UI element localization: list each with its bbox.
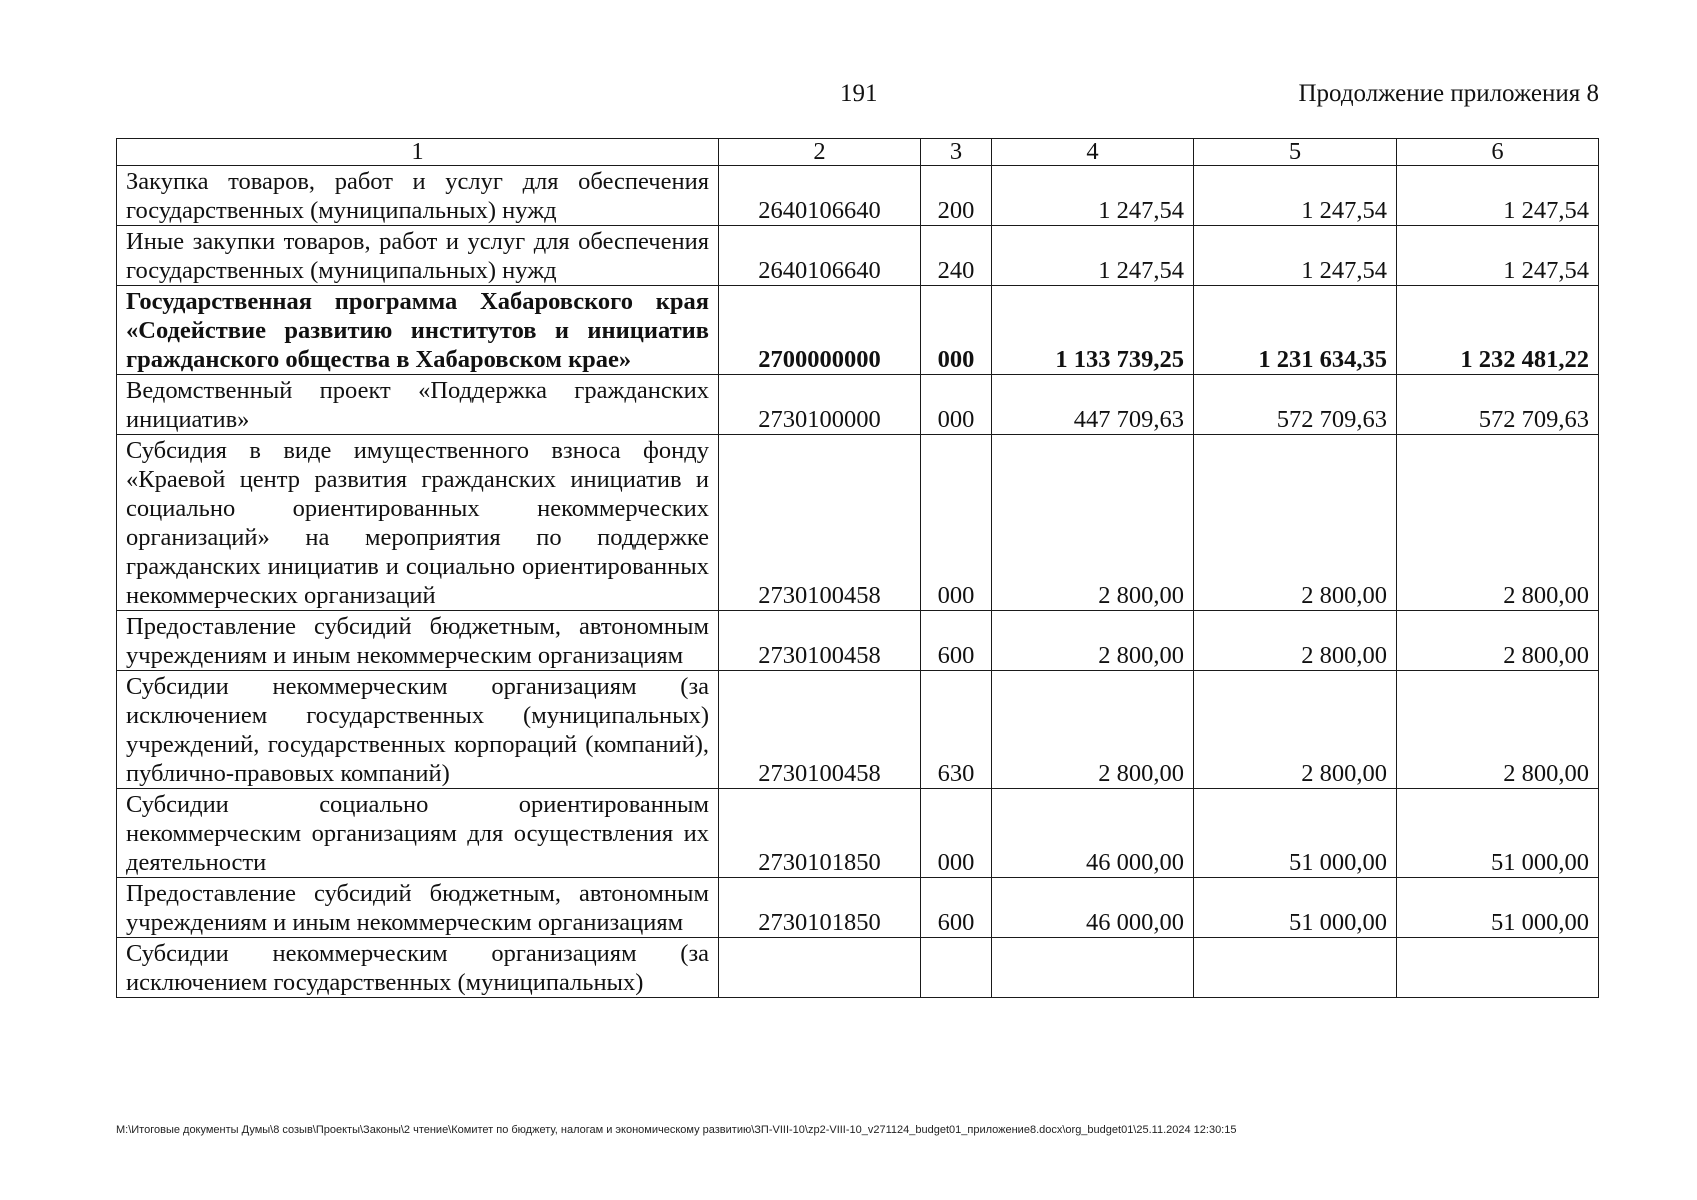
row-value-col5: 2 800,00 [1194, 671, 1397, 789]
row-description: Ведомственный проект «Поддержка гражданских инициатив» [117, 375, 719, 435]
continuation-label: Продолжение приложения 8 [1298, 80, 1599, 107]
row-description: Субсидии некоммерческим организациям (за исключением государственных (муниципальных) учреждений, государственных корпораций (компаний), публично-правовых компаний) [117, 671, 719, 789]
column-header-4: 4 [992, 139, 1194, 166]
row-code: 2730100458 [719, 435, 921, 611]
row-value-col6: 2 800,00 [1397, 611, 1599, 671]
table-row [117, 435, 1599, 611]
row-value-col4: 2 800,00 [992, 435, 1194, 611]
row-code: 2730101850 [719, 878, 921, 938]
row-value-col6: 1 247,54 [1397, 166, 1599, 226]
row-value-col5: 51 000,00 [1194, 789, 1397, 878]
row-code: 2730100458 [719, 611, 921, 671]
row-code: 2730100458 [719, 671, 921, 789]
column-header-5: 5 [1194, 139, 1397, 166]
table-row [117, 226, 1599, 286]
table-row-program [117, 286, 1599, 375]
row-value-col4: 2 800,00 [992, 611, 1194, 671]
table-row [117, 611, 1599, 671]
row-expense-type: 200 [921, 166, 992, 226]
row-value-col5: 1 231 634,35 [1194, 286, 1397, 375]
row-description: Субсидии социально ориентированным некоммерческим организациям для осуществления их деятельности [117, 789, 719, 878]
row-value-col5: 2 800,00 [1194, 611, 1397, 671]
page-number: 191 [840, 80, 878, 107]
row-value-col5: 51 000,00 [1194, 878, 1397, 938]
table-row [117, 671, 1599, 789]
row-description: Субсидии некоммерческим организациям (за исключением государственных (муниципальных) [117, 938, 719, 998]
row-value-col4: 1 247,54 [992, 166, 1194, 226]
row-code: 2730101850 [719, 789, 921, 878]
column-header-3: 3 [921, 139, 992, 166]
row-value-col5 [1194, 938, 1397, 998]
row-expense-type: 000 [921, 286, 992, 375]
row-expense-type: 600 [921, 878, 992, 938]
table-row [117, 375, 1599, 435]
row-expense-type: 000 [921, 435, 992, 611]
row-description: Государственная программа Хабаровского края «Содействие развитию институтов и инициатив гражданского общества в Хабаровском крае» [117, 286, 719, 375]
row-value-col4: 1 247,54 [992, 226, 1194, 286]
row-expense-type: 600 [921, 611, 992, 671]
row-value-col5: 1 247,54 [1194, 226, 1397, 286]
column-header-1: 1 [117, 139, 719, 166]
row-description: Предоставление субсидий бюджетным, автономным учреждениям и иным некоммерческим организациям [117, 611, 719, 671]
row-value-col6: 2 800,00 [1397, 671, 1599, 789]
file-path-footer: М:\Итоговые документы Думы\8 созыв\Проекты\Законы\2 чтение\Комитет по бюджету, налогам и экономическому развитию\ЗП-VIII-10\zp2-VIII-10_v271124_budget01_приложение8.docx\org_budget01\25.11.2024 12:30:15 [116, 1124, 1237, 1136]
row-value-col6: 51 000,00 [1397, 878, 1599, 938]
row-description: Субсидия в виде имущественного взноса фонду «Краевой центр развития гражданских инициатив и социально ориентированных некоммерческих организаций» на мероприятия по поддержке гражданских инициатив и социально ориентированных некоммерческих организаций [117, 435, 719, 611]
table-row-continued [117, 938, 1599, 998]
row-value-col5: 2 800,00 [1194, 435, 1397, 611]
row-expense-type: 000 [921, 375, 992, 435]
row-value-col6: 1 232 481,22 [1397, 286, 1599, 375]
row-code: 2640106640 [719, 226, 921, 286]
table-row [117, 789, 1599, 878]
table-header-row [117, 139, 1599, 166]
row-code: 2640106640 [719, 166, 921, 226]
row-expense-type: 240 [921, 226, 992, 286]
budget-table [116, 138, 1599, 998]
row-expense-type [921, 938, 992, 998]
row-description: Закупка товаров, работ и услуг для обеспечения государственных (муниципальных) нужд [117, 166, 719, 226]
row-value-col6 [1397, 938, 1599, 998]
table-row [117, 878, 1599, 938]
row-value-col6: 572 709,63 [1397, 375, 1599, 435]
row-value-col5: 1 247,54 [1194, 166, 1397, 226]
row-value-col4 [992, 938, 1194, 998]
column-header-6: 6 [1397, 139, 1599, 166]
row-value-col4: 2 800,00 [992, 671, 1194, 789]
row-value-col6: 1 247,54 [1397, 226, 1599, 286]
row-description: Иные закупки товаров, работ и услуг для обеспечения государственных (муниципальных) нужд [117, 226, 719, 286]
row-value-col4: 447 709,63 [992, 375, 1194, 435]
row-value-col4: 46 000,00 [992, 878, 1194, 938]
row-value-col6: 51 000,00 [1397, 789, 1599, 878]
row-code: 2700000000 [719, 286, 921, 375]
row-description: Предоставление субсидий бюджетным, автономным учреждениям и иным некоммерческим организациям [117, 878, 719, 938]
row-value-col5: 572 709,63 [1194, 375, 1397, 435]
table-row [117, 166, 1599, 226]
row-code [719, 938, 921, 998]
row-expense-type: 630 [921, 671, 992, 789]
row-value-col6: 2 800,00 [1397, 435, 1599, 611]
row-value-col4: 46 000,00 [992, 789, 1194, 878]
column-header-2: 2 [719, 139, 921, 166]
row-value-col4: 1 133 739,25 [992, 286, 1194, 375]
row-expense-type: 000 [921, 789, 992, 878]
row-code: 2730100000 [719, 375, 921, 435]
